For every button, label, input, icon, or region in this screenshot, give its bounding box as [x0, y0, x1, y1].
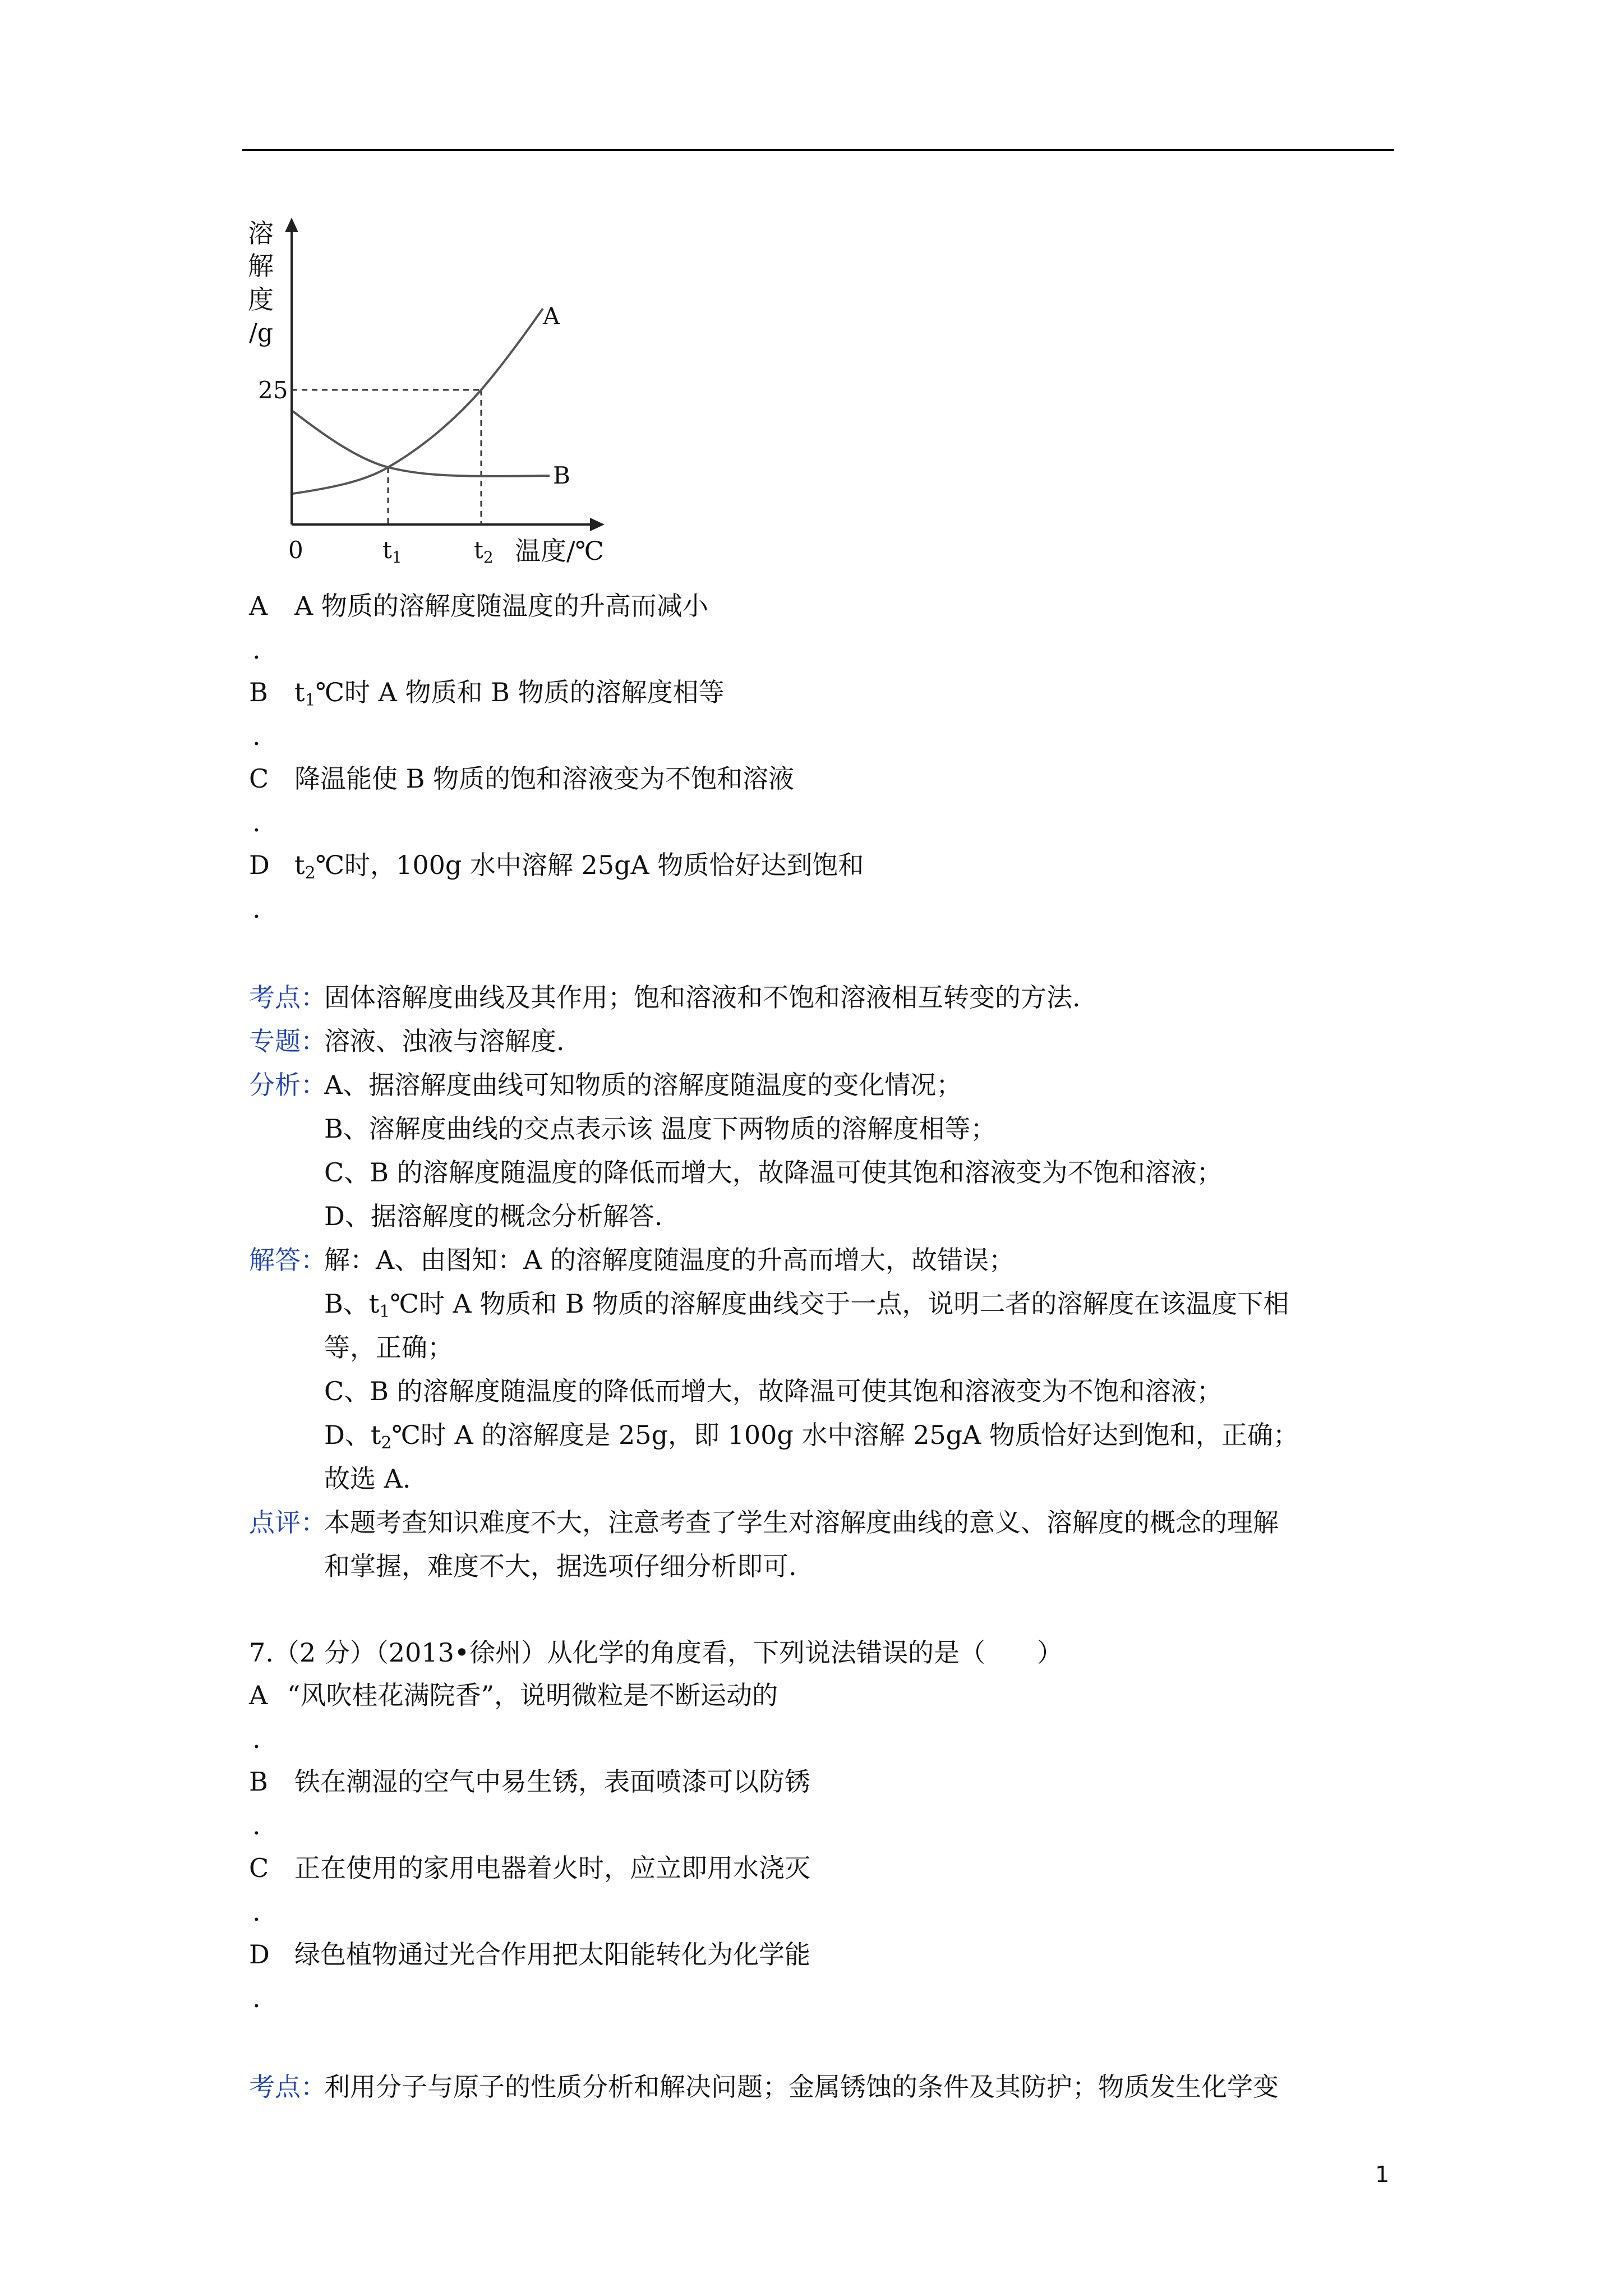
fenxi-line: A、据溶解度曲线可知物质的溶解度随温度的变化情况；	[324, 1070, 962, 1100]
curve-a-label: A	[543, 302, 560, 330]
x-axis-label: 温度/℃	[515, 536, 604, 566]
curve-b	[293, 411, 550, 476]
zhuanti-text: 溶液、浊液与溶解度.	[324, 1026, 565, 1056]
y-axis-arrow-icon	[285, 218, 298, 232]
kaodian-label: 考点：	[249, 982, 326, 1013]
zhuanti-label: 专题：	[249, 1026, 326, 1056]
option-letter: B	[249, 677, 268, 707]
option-text: 绿色植物通过光合作用把太阳能转化为化学能	[294, 1939, 810, 1970]
option-text: “风吹桂花满院香”，说明微粒是不断运动的	[287, 1680, 778, 1710]
document-page: 溶 解 度 /g 25 0 t1 t2 温度/℃ A B A A 物质的溶解度随温度的升高而减小 . B $t_1℃$时 A 物质和 B 物质的溶解度相等 . C 降温能使 B 物质的饱和溶液变为不饱和溶液 . D $t_2℃$时，100g 水中溶解 25gA 物质恰好达到饱和 . 考点： 固体溶解度曲线及其作用；饱和溶液和不饱和溶液相互转变的方法. 专题： 溶液、浊液与溶解度. 分析： A、据溶解度曲线可知物质的溶解度随温度的变化情况； B、溶解度曲线的交点表示该 温度下两物质的溶解度相等； C、B 的溶解度随温度的降低而增大，故降温可使其饱和溶液变为不饱和溶液； D、据溶解度的概念分析解答. 解答： 解：A、由图知：A 的溶解度随温度的升高而增大，故错误； B、$t_1℃$时 A 物质和 B 物质的溶解度曲线交于一点，说明二者的溶解度在该温度下相 等，正确； C、B 的溶解度随温度的降低而增大，故降温可使其饱和溶液变为不饱和溶液； D、$t_2℃$时 A 的溶解度是 25g，即 100g 水中溶解 25gA 物质恰好达到饱和，正确； 故选 A. 点评： 本题考查知识难度不大，注意考查了学生对溶解度曲线的意义、溶解度的概念的理解 和掌握，难度不大，据选项仔细分析即可. 7.（2 分）（2013•徐州）从化学的角度看，下列说法错误的是（ ） A “风吹桂花满院香”，说明微粒是不断运动的 . B 铁在潮湿的空气中易生锈，表面喷漆可以防锈 . C 正在使用的家用电器着火时，应立即用水浇灭 . D 绿色植物通过光合作用把太阳能转化为化学能 . 考点： 利用分子与原子的性质分析和解决问题；金属锈蚀的条件及其防护；物质发生化学变 1	[0, 0, 1623, 2296]
curve-a	[293, 309, 543, 494]
kaodian-text: 利用分子与原子的性质分析和解决问题；金属锈蚀的条件及其防护；物质发生化学变	[324, 2072, 1279, 2102]
fenxi-label: 分析：	[249, 1070, 326, 1100]
option-letter: C	[249, 763, 269, 794]
page-number: 1	[1375, 2162, 1390, 2188]
y-axis-label-2: 解	[248, 251, 274, 281]
kaodian-text: 固体溶解度曲线及其作用；饱和溶液和不饱和溶液相互转变的方法.	[324, 982, 1081, 1013]
option-letter: D	[249, 1939, 270, 1970]
option-text: A 物质的溶解度随温度的升高而减小	[294, 591, 708, 621]
x-tick-t1: t1	[382, 536, 402, 567]
solubility-graph	[236, 213, 639, 578]
option-text: $t_2℃$时，100g 水中溶解 25gA 物质恰好达到饱和	[294, 850, 864, 883]
x-axis-arrow-icon	[590, 518, 605, 531]
jieda-label: 解答：	[249, 1245, 326, 1275]
x-tick-t2: t2	[474, 536, 494, 567]
option-text: $t_1℃$时 A 物质和 B 物质的溶解度相等	[294, 677, 725, 710]
dianping-line: 本题考查知识难度不大，注意考查了学生对溶解度曲线的意义、溶解度的概念的理解	[324, 1507, 1279, 1538]
y-axis-label-1: 溶	[248, 218, 274, 249]
option-text: 正在使用的家用电器着火时，应立即用水浇灭	[294, 1853, 810, 1883]
header-rule	[242, 149, 1394, 151]
jieda-line: 解：A、由图知：A 的溶解度随温度的升高而增大，故错误；	[324, 1245, 1015, 1275]
y-axis-label-3: 度	[248, 284, 274, 315]
y-axis-label-4: /g	[249, 319, 273, 347]
curve-b-label: B	[553, 462, 570, 489]
option-letter: D	[249, 850, 270, 880]
option-letter: A	[249, 1680, 268, 1710]
option-text: 铁在潮湿的空气中易生锈，表面喷漆可以防锈	[294, 1766, 810, 1797]
origin-label: 0	[288, 536, 303, 564]
dianping-label: 点评：	[249, 1507, 326, 1538]
option-letter: B	[249, 1766, 268, 1797]
option-letter: A	[249, 591, 268, 621]
option-text: 降温能使 B 物质的饱和溶液变为不饱和溶液	[294, 763, 795, 794]
option-letter: C	[249, 1853, 269, 1883]
kaodian-label: 考点：	[249, 2072, 326, 2102]
y-tick-25: 25	[258, 376, 288, 404]
